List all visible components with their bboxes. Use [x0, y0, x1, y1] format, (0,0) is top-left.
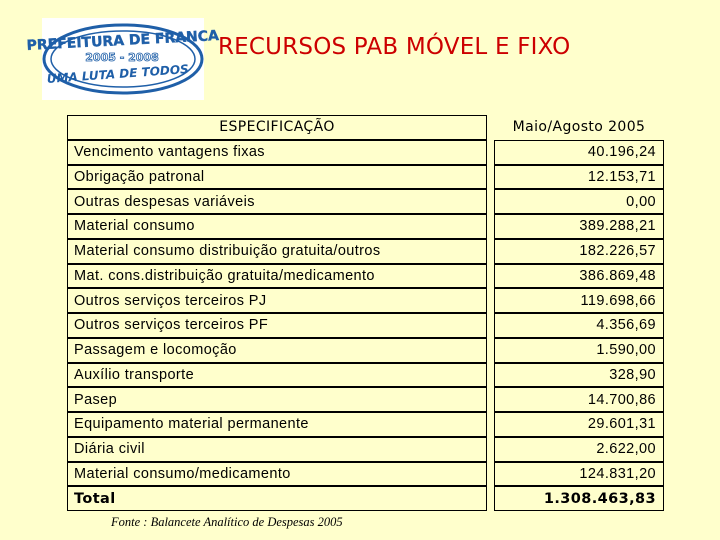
- table-row: [67, 387, 664, 412]
- table-row: [67, 437, 664, 462]
- row-label: Outros serviços terceiros PJ: [67, 288, 487, 313]
- row-value: 12.153,71: [494, 165, 664, 190]
- source-footnote: Fonte : Balancete Analítico de Despesas 2005: [111, 515, 343, 529]
- table-row: [67, 214, 664, 239]
- logo-line3: UMA LUTA DE TODOS: [46, 62, 190, 86]
- prefeitura-logo-graphic: [26, 18, 220, 100]
- header-specification: ESPECIFICAÇÃO: [67, 115, 487, 140]
- row-label: Passagem e locomoção: [67, 338, 487, 363]
- logo-line1: PREFEITURA DE FRANCA: [26, 27, 220, 55]
- row-label: Material consumo/medicamento: [67, 462, 487, 487]
- page-title: RECURSOS PAB MÓVEL E FIXO: [218, 34, 571, 60]
- row-value: 1.590,00: [494, 338, 664, 363]
- table-total-row: [67, 486, 664, 511]
- table-row: [67, 165, 664, 190]
- header-period: Maio/Agosto 2005: [512, 119, 646, 136]
- table-row: [67, 462, 664, 487]
- row-value: 389.288,21: [494, 214, 664, 239]
- row-value: 124.831,20: [494, 462, 664, 487]
- expense-table: [67, 115, 664, 511]
- total-value: 1.308.463,83: [494, 486, 664, 511]
- table-row: [67, 264, 664, 289]
- row-label: Auxílio transporte: [67, 363, 487, 388]
- row-value: 4.356,69: [494, 313, 664, 338]
- table-row: [67, 363, 664, 388]
- table-row: [67, 189, 664, 214]
- table-row: [67, 313, 664, 338]
- row-value: 0,00: [494, 189, 664, 214]
- row-value: 386.869,48: [494, 264, 664, 289]
- row-label: Diária civil: [67, 437, 487, 462]
- total-label: Total: [67, 486, 487, 511]
- row-value: 119.698,66: [494, 288, 664, 313]
- row-value: 29.601,31: [494, 412, 664, 437]
- logo-line2: 2005 - 2008: [85, 51, 159, 64]
- row-label: Equipamento material permanente: [67, 412, 487, 437]
- row-label: Pasep: [67, 387, 487, 412]
- table-row: [67, 239, 664, 264]
- row-label: Mat. cons.distribuição gratuita/medicamento: [67, 264, 487, 289]
- row-label: Vencimento vantagens fixas: [67, 140, 487, 165]
- table-row: [67, 338, 664, 363]
- row-value: 182.226,57: [494, 239, 664, 264]
- row-label: Material consumo distribuição gratuita/outros: [67, 239, 487, 264]
- table-row: [67, 140, 664, 165]
- row-label: Material consumo: [67, 214, 487, 239]
- table-header-row: [67, 115, 664, 140]
- row-label: Obrigação patronal: [67, 165, 487, 190]
- row-value: 14.700,86: [494, 387, 664, 412]
- row-value: 2.622,00: [494, 437, 664, 462]
- row-value: 328,90: [494, 363, 664, 388]
- row-label: Outras despesas variáveis: [67, 189, 487, 214]
- row-value: 40.196,24: [494, 140, 664, 165]
- row-label: Outros serviços terceiros PF: [67, 313, 487, 338]
- table-row: [67, 288, 664, 313]
- table-row: [67, 412, 664, 437]
- prefeitura-logo: [26, 18, 220, 100]
